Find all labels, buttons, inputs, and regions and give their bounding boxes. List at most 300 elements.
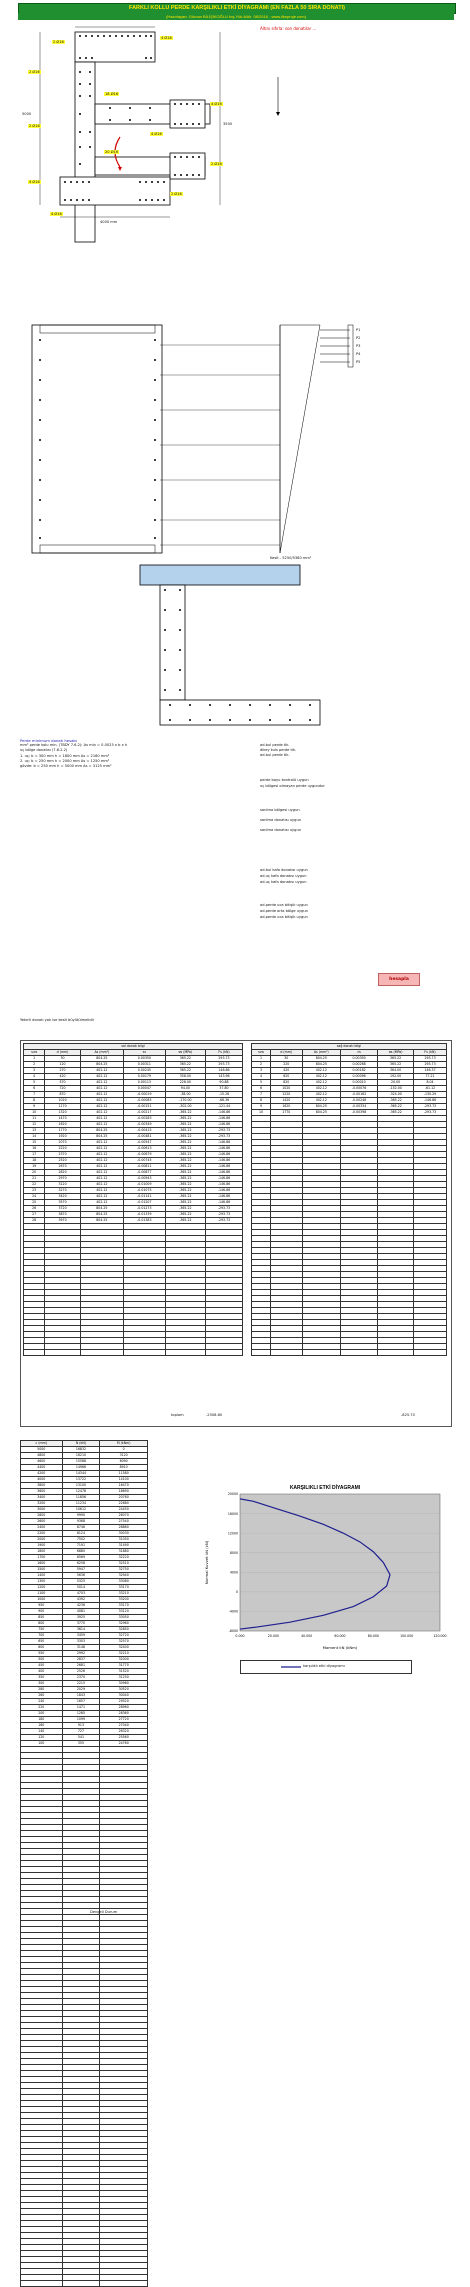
table-header: M (kNm): [100, 1441, 148, 1447]
table-cell: -15.28: [205, 1092, 242, 1098]
page-title: FARKLI KOLLU PERDE KARŞILIKLI ETKİ DİYAGRAMI (EN FAZLA 50 SIRA DONATI): [18, 3, 456, 14]
table-cell: -61.12: [414, 1086, 447, 1092]
table-cell: 32000: [100, 1657, 148, 1663]
plan-label: 2 Ø16: [29, 70, 40, 74]
x-tick-label: 80.000: [367, 1634, 379, 1638]
table-cell: 14966: [62, 1465, 100, 1471]
table-cell: 804.25: [80, 1056, 123, 1062]
table-cell: 402.12: [80, 1188, 123, 1194]
table-cell: 3800: [21, 1483, 63, 1489]
table-header: d (mm): [45, 1050, 81, 1056]
table-cell: [21, 2281, 63, 2287]
table-cell: 25560: [100, 1735, 148, 1741]
table-cell: 2681: [62, 1663, 100, 1669]
table-cell: -146.86: [205, 1188, 242, 1194]
table-cell: 1470: [45, 1116, 81, 1122]
table-cell: 26070: [100, 1513, 148, 1519]
table-cell: 22: [24, 1182, 45, 1188]
table-cell: 4600: [21, 1459, 63, 1465]
table-cell: 31770: [100, 1663, 148, 1669]
plan-label: 4 Ø16: [29, 180, 40, 184]
table-cell: 850: [21, 1615, 63, 1621]
table-cell: 9: [24, 1104, 45, 1110]
table-cell: -146.86: [205, 1158, 242, 1164]
table-cell: 1700: [21, 1555, 63, 1561]
table-cell: 293.73: [205, 1056, 242, 1062]
table-cell: -0.00076: [340, 1086, 377, 1092]
plan-label: 4 Ø16: [211, 102, 222, 106]
table-cell: -0.00679: [123, 1152, 165, 1158]
status-text: ad.perde uca bitişik uygun: [260, 903, 308, 907]
table-cell: 0.00245: [123, 1068, 165, 1074]
table-cell: 23: [24, 1188, 45, 1194]
table-cell: 27040: [100, 1723, 148, 1729]
table-cell: -365.22: [378, 1104, 414, 1110]
table-row: [21, 1675, 148, 1681]
table-cell: -146.86: [205, 1164, 242, 1170]
table-cell: 27720: [100, 1717, 148, 1723]
table-cell: 33210: [100, 1591, 148, 1597]
table-header: εs: [340, 1050, 377, 1056]
table-cell: -0.00415: [123, 1128, 165, 1134]
table-cell: 500: [21, 1657, 63, 1663]
chart-title: KARŞILIKLI ETKİ DİYAGRAMI: [289, 1485, 361, 1491]
table-cell: 620: [270, 1074, 302, 1080]
table-cell: -0.01009: [123, 1182, 165, 1188]
table-cell: 8: [252, 1098, 271, 1104]
table-row: [21, 1633, 148, 1639]
table-cell: 140: [21, 1729, 63, 1735]
table-cell: 402.12: [80, 1164, 123, 1170]
table-cell: -365.22: [165, 1116, 205, 1122]
table-row: [21, 1615, 148, 1621]
table-cell: 720: [45, 1086, 81, 1092]
table-cell: 804.25: [80, 1128, 123, 1134]
status-text: ad.perde uca bitişik uygun: [260, 915, 308, 919]
table-cell: 3614: [62, 1627, 100, 1633]
table-row: [21, 1717, 148, 1723]
table-cell: -365.22: [165, 1158, 205, 1164]
table-cell: 2992: [62, 1651, 100, 1657]
force-label: P1: [356, 328, 361, 332]
table-cell: 220: [21, 1705, 63, 1711]
table-cell: 2526: [62, 1669, 100, 1675]
table-cell: 402.12: [302, 1068, 340, 1074]
table-cell: 420: [270, 1068, 302, 1074]
table-cell: 28360: [100, 1711, 148, 1717]
table-cell: 25: [24, 1200, 45, 1206]
table-cell: 402.12: [80, 1182, 123, 1188]
table-cell: -0.00398: [340, 1110, 377, 1116]
table-cell: 870: [45, 1092, 81, 1098]
table-cell: 5636: [62, 1573, 100, 1579]
table-cell: 160: [21, 1723, 63, 1729]
table-cell: 4392: [62, 1597, 100, 1603]
table-cell: 18690: [100, 1489, 148, 1495]
table1-right: [251, 1043, 447, 1356]
table-cell: [414, 1350, 447, 1356]
elevation-svg: [20, 320, 450, 560]
chart-svg: [200, 1480, 450, 1655]
table-cell: 600: [21, 1645, 63, 1651]
table-cell: 21: [24, 1176, 45, 1182]
table-cell: 33170: [100, 1603, 148, 1609]
table-cell: 30: [45, 1056, 81, 1062]
table-cell: [378, 1350, 414, 1356]
table-cell: 1800: [21, 1549, 63, 1555]
table-cell: 3720: [45, 1206, 81, 1212]
table-cell: 6: [24, 1086, 45, 1092]
table-row: [21, 1537, 148, 1543]
table-cell: [123, 1350, 165, 1356]
table-cell: 4400: [21, 1465, 63, 1471]
x-tick-label: 120.000: [433, 1634, 447, 1638]
table-cell: 31250: [100, 1675, 148, 1681]
table-cell: -146.86: [205, 1146, 242, 1152]
table-cell: 31520: [100, 1669, 148, 1675]
table-row: [21, 1561, 148, 1567]
table-cell: 30: [270, 1056, 302, 1062]
table-cell: 1200: [21, 1585, 63, 1591]
table-row: [21, 1621, 148, 1627]
totals-left: -2508.60: [206, 1413, 223, 1417]
table-cell: 32940: [100, 1573, 148, 1579]
table-cell: 6569: [62, 1555, 100, 1561]
plan-label: 4 Ø16: [51, 212, 62, 216]
table-cell: 32210: [100, 1651, 148, 1657]
table-cell: -170.00: [165, 1098, 205, 1104]
table-cell: -365.22: [165, 1140, 205, 1146]
table-header: sıra: [252, 1050, 271, 1056]
interaction-chart: [200, 1480, 450, 1655]
plan-note: Altını sıfırla: son donatılar ...: [260, 26, 317, 31]
table-cell: 7191: [62, 1543, 100, 1549]
x-tick-label: 0.000: [235, 1634, 245, 1638]
table-cell: 13100: [62, 1483, 100, 1489]
plan-label: 2 Ø16: [53, 40, 64, 44]
table-cell: 33120: [100, 1609, 148, 1615]
plan-drawing: [20, 22, 450, 312]
table-cell: 804.25: [80, 1062, 123, 1068]
table-cell: 2820: [45, 1170, 81, 1176]
table-cell: 293.73: [205, 1062, 242, 1068]
table-cell: -293.73: [205, 1128, 242, 1134]
table-row: [21, 1513, 148, 1519]
table-cell: 402.12: [80, 1146, 123, 1152]
table-cell: 804.25: [80, 1212, 123, 1218]
table-cell: 3270: [45, 1188, 81, 1194]
force-label: P3: [356, 344, 361, 348]
table-cell: 3: [252, 1068, 271, 1074]
table-cell: 6: [252, 1086, 271, 1092]
table2: [20, 1440, 148, 2287]
table-cell: [302, 1350, 340, 1356]
table-cell: -38.00: [165, 1092, 205, 1098]
table-row: [21, 1693, 148, 1699]
table-cell: -365.22: [165, 1134, 205, 1140]
table-cell: -365.22: [378, 1110, 414, 1116]
table-cell: 402.12: [80, 1086, 123, 1092]
table-cell: -324.00: [378, 1092, 414, 1098]
legend-label: karşılıklı etki diyagramı: [303, 1664, 345, 1668]
table-cell: -365.22: [165, 1176, 205, 1182]
table-cell: -146.86: [414, 1098, 447, 1104]
dengeli-durum-tag: Dengeli Durum: [90, 1910, 118, 1914]
table-row: [24, 1350, 243, 1356]
table-header: N (kN): [62, 1441, 100, 1447]
table-row: [21, 1543, 148, 1549]
table-cell: 2: [24, 1062, 45, 1068]
plan-dim: 5000: [22, 112, 32, 116]
table-cell: 402.12: [80, 1092, 123, 1098]
table-cell: -130.29: [414, 1092, 447, 1098]
table-cell: 33080: [100, 1579, 148, 1585]
table-cell: -302.00: [165, 1104, 205, 1110]
table-cell: 820: [270, 1080, 302, 1086]
table-cell: 2220: [45, 1146, 81, 1152]
table-row: [21, 1477, 148, 1483]
table-cell: 350: [21, 1675, 63, 1681]
table-cell: 2029: [62, 1687, 100, 1693]
table-cell: 402.12: [80, 1170, 123, 1176]
table-cell: 3420: [45, 1194, 81, 1200]
status-text: sarılma bölgesi uygun: [260, 808, 300, 812]
table-cell: 402.12: [80, 1200, 123, 1206]
table-cell: -146.86: [205, 1140, 242, 1146]
table-cell: 9990: [62, 1513, 100, 1519]
table-cell: 2370: [45, 1152, 81, 1158]
table-cell: 550: [21, 1651, 63, 1657]
table-cell: 10: [252, 1110, 271, 1116]
table-cell: 1170: [45, 1104, 81, 1110]
table-cell: -365.22: [165, 1182, 205, 1188]
table1-right-title: sağ donatı bilgi: [252, 1044, 447, 1050]
table-cell: 16: [24, 1146, 45, 1152]
table-cell: 727: [62, 1729, 100, 1735]
calc-section: [20, 738, 460, 1038]
plan-label: 4 Ø16: [151, 132, 162, 136]
table-cell: 1420: [270, 1098, 302, 1104]
table-cell: [45, 1350, 81, 1356]
table-cell: 402.12: [80, 1122, 123, 1128]
table-cell: 146.37: [414, 1068, 447, 1074]
x-tick-label: 60.000: [334, 1634, 346, 1638]
table-row: [21, 1507, 148, 1513]
plan-label: 20 Ø16: [105, 150, 119, 154]
plan-dim: 4000 mm: [100, 220, 118, 224]
table-cell: 0.00113: [123, 1080, 165, 1086]
table-cell: 1300: [21, 1579, 63, 1585]
table-cell: 94.00: [165, 1086, 205, 1092]
table-cell: 19: [24, 1164, 45, 1170]
table-cell: 0.00096: [340, 1074, 377, 1080]
table-cell: 120: [21, 1735, 63, 1741]
table-cell: 4703: [62, 1591, 100, 1597]
table-cell: 0.00350: [340, 1056, 377, 1062]
table-cell: 15588: [62, 1459, 100, 1465]
table-cell: 32220: [100, 1555, 148, 1561]
table-cell: 1770: [45, 1128, 81, 1134]
table-row: [21, 1597, 148, 1603]
table-cell: 90.88: [205, 1080, 242, 1086]
table-cell: 3120: [45, 1182, 81, 1188]
table-cell: 31490: [100, 1543, 148, 1549]
y-tick-label: 0: [235, 1590, 238, 1595]
table-cell: -146.86: [205, 1152, 242, 1158]
table-cell: -365.22: [165, 1128, 205, 1134]
section-svg: [20, 560, 450, 735]
table-cell: 10: [24, 1110, 45, 1116]
y-tick-label: 4000: [229, 1570, 238, 1575]
table-cell: 11234: [62, 1501, 100, 1507]
table-cell: 2837: [62, 1657, 100, 1663]
table-cell: 5947: [62, 1567, 100, 1573]
table-cell: [100, 2281, 148, 2287]
table-cell: 15: [24, 1140, 45, 1146]
table-cell: [270, 1350, 302, 1356]
table-cell: 20: [24, 1170, 45, 1176]
table-cell: 402.12: [302, 1080, 340, 1086]
table-cell: 260: [21, 1693, 63, 1699]
table-row: [21, 1579, 148, 1585]
table-cell: 2200: [21, 1531, 63, 1537]
table-cell: -0.00481: [123, 1134, 165, 1140]
table-cell: 32570: [100, 1639, 148, 1645]
table1-left-title: sol donatı bilgi: [24, 1044, 243, 1050]
table-cell: 27540: [100, 1519, 148, 1525]
table-cell: 13: [24, 1128, 45, 1134]
table-cell: 4200: [21, 1471, 63, 1477]
y-tick-label: -8000: [228, 1629, 238, 1634]
table-cell: 6090: [100, 1459, 148, 1465]
table-cell: 16470: [100, 1483, 148, 1489]
table-cell: 30520: [100, 1687, 148, 1693]
table-cell: 8910: [100, 1465, 148, 1471]
table-cell: -365.22: [378, 1098, 414, 1104]
table-cell: 3459: [62, 1633, 100, 1639]
table-row: [21, 1567, 148, 1573]
status-text: ad.bul kafa donatısı uygun: [260, 868, 308, 872]
table-cell: 28860: [100, 1525, 148, 1531]
table-cell: -0.00217: [123, 1110, 165, 1116]
table-cell: 5: [24, 1080, 45, 1086]
table-cell: 293.73: [414, 1056, 447, 1062]
hesapla-button[interactable]: hesapla: [378, 973, 420, 986]
page-subtitle: (Hazırlayan: Gürcan BİLİŞİKOĞLU İnş.Yük.Müh. 08/2016 - www.ilkeproje.com): [18, 13, 454, 20]
table-cell: 2800: [21, 1513, 63, 1519]
table-cell: 402.12: [80, 1098, 123, 1104]
table-cell: 913: [62, 1723, 100, 1729]
table-cell: 14100: [100, 1477, 148, 1483]
table-cell: 402.12: [80, 1176, 123, 1182]
table-cell: 13722: [62, 1477, 100, 1483]
table-cell: -0.00745: [123, 1158, 165, 1164]
y-tick-label: 12000: [227, 1531, 238, 1536]
table-row: [21, 1519, 148, 1525]
table-cell: 7: [252, 1092, 271, 1098]
table-cell: 143.96: [205, 1074, 242, 1080]
table-cell: 300: [21, 1681, 63, 1687]
table-cell: 3303: [62, 1639, 100, 1645]
table-row: [21, 1531, 148, 1537]
table-cell: -152.00: [378, 1086, 414, 1092]
table-cell: 8.04: [414, 1080, 447, 1086]
table-cell: 3148: [62, 1645, 100, 1651]
table-cell: 32850: [100, 1627, 148, 1633]
status-text: perde boyu kontrolü uygun: [260, 778, 309, 782]
table-cell: -365.22: [165, 1212, 205, 1218]
y-tick-label: -4000: [228, 1609, 238, 1614]
table-cell: -0.00877: [123, 1170, 165, 1176]
table-cell: 1843: [62, 1693, 100, 1699]
calc-heading: Perde minimum donatı hesabı: [20, 738, 77, 743]
table-cell: 365.22: [165, 1062, 205, 1068]
table-cell: 1657: [62, 1699, 100, 1705]
table-cell: 120: [45, 1062, 81, 1068]
table-cell: -146.86: [205, 1176, 242, 1182]
table-row: [21, 1495, 148, 1501]
table-cell: 0.00311: [123, 1062, 165, 1068]
table-cell: 0: [100, 1447, 148, 1453]
calc-line: gövde: b = 250 mm h = 5000 mm As = 3125 mm²: [20, 764, 112, 769]
table-cell: 402.12: [80, 1140, 123, 1146]
table-header: As (mm²): [80, 1050, 123, 1056]
table-cell: 365.22: [378, 1056, 414, 1062]
table-row: [21, 1639, 148, 1645]
table-cell: 146.86: [205, 1068, 242, 1074]
table-cell: 1220: [270, 1092, 302, 1098]
table-cell: 30040: [100, 1693, 148, 1699]
table-row: [21, 1609, 148, 1615]
table-cell: -365.22: [165, 1152, 205, 1158]
table-cell: 10612: [62, 1507, 100, 1513]
table-cell: 18: [24, 1158, 45, 1164]
table-cell: -121.44: [205, 1104, 242, 1110]
table-cell: 450: [21, 1663, 63, 1669]
table-cell: 402.12: [80, 1068, 123, 1074]
table-cell: 2970: [45, 1176, 81, 1182]
table-cell: 14: [24, 1134, 45, 1140]
table-cell: 280: [21, 1687, 63, 1693]
table-cell: [80, 1350, 123, 1356]
table-row: [21, 1501, 148, 1507]
table-row: [21, 1627, 148, 1633]
table-cell: 4000: [21, 1477, 63, 1483]
table-cell: -0.00547: [123, 1140, 165, 1146]
table-cell: -0.00019: [123, 1092, 165, 1098]
elevation-drawing: [20, 320, 450, 560]
table-cell: 2070: [45, 1140, 81, 1146]
table-cell: 4: [24, 1074, 45, 1080]
table-cell: 402.12: [80, 1152, 123, 1158]
table-cell: -365.22: [165, 1200, 205, 1206]
table-cell: -146.86: [205, 1122, 242, 1128]
table-row: [21, 1651, 148, 1657]
force-label: P2: [356, 336, 361, 340]
table-row: [21, 1645, 148, 1651]
table-cell: -146.86: [205, 1116, 242, 1122]
table-cell: 402.12: [302, 1098, 340, 1104]
table-cell: [24, 1350, 45, 1356]
table-cell: 365.22: [378, 1062, 414, 1068]
table-cell: 24450: [100, 1507, 148, 1513]
table-cell: -0.00811: [123, 1164, 165, 1170]
table-cell: 1900: [21, 1543, 63, 1549]
table-header: Fs (kN): [414, 1050, 447, 1056]
status-text: dikey kuls perde tik.: [260, 748, 297, 752]
table-cell: 11580: [100, 1471, 148, 1477]
table-cell: -0.00613: [123, 1146, 165, 1152]
